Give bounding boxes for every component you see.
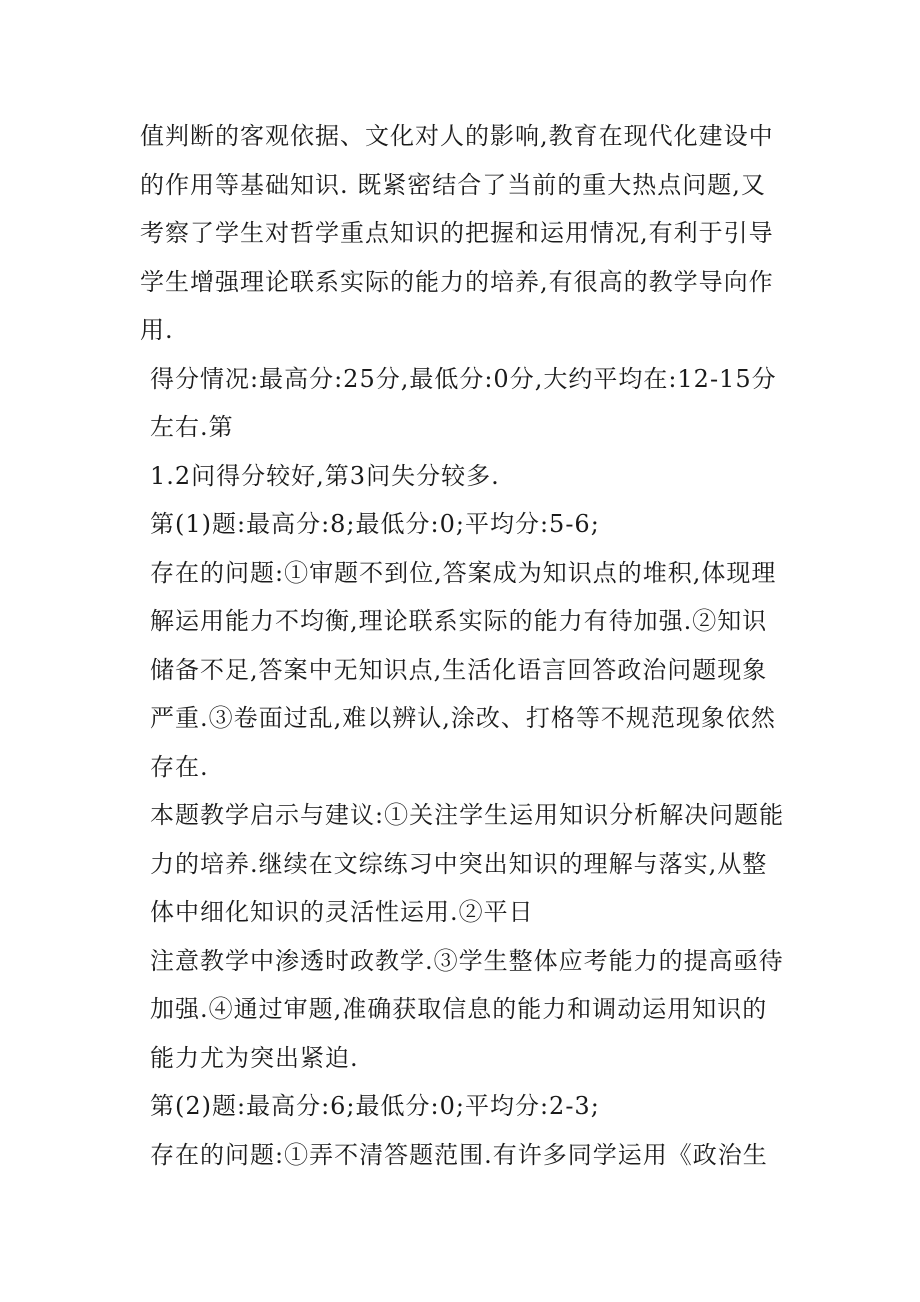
document-body (140, 112, 785, 1179)
paragraph-q2-scores: 第(2)题:最高分:6;最低分:0;平均分:2-3; (150, 1092, 600, 1120)
paragraph-intro-continuation: 值判断的客观依据、文化对人的影响,教育在现代化建设中的作用等基础知识. 既紧密结合了当前的重大热点问题,又考察了学生对哲学重点知识的把握和运用情况,有利于引导学生增强理论联系实际的能力的培养,有很高的教学导向作用. (140, 122, 774, 344)
paragraph-teaching-suggestions: 本题教学启示与建议:①关注学生运用知识分析解决问题能力的培养.继续在文综练习中突出知识的理解与落实,从整体中细化知识的灵活性运用.②平日 (150, 801, 785, 926)
paragraph-score-summary: 得分情况:最高分:25分,最低分:0分,大约平均在:12-15分左右.第 (150, 364, 777, 441)
paragraph-question-overview: 1.2问得分较好,第3问失分较多. (150, 461, 500, 490)
paragraph-q1-scores: 第(1)题:最高分:8;最低分:0;平均分:5-6; (150, 510, 600, 538)
paragraph-teaching-suggestions-cont: 注意教学中渗透时政教学.③学生整体应考能力的提高亟待加强.④通过审题,准确获取信息的能力和调动运用知识的能力尤为突出紧迫. (150, 946, 784, 1072)
paragraph-q2-problems: 存在的问题:①弄不清答题范围.有许多同学运用《政治生 (150, 1140, 768, 1169)
paragraph-q1-problems: 存在的问题:①审题不到位,答案成为知识点的堆积,体现理解运用能力不均衡,理论联系实际的能力有待加强.②知识储备不足,答案中无知识点,生活化语言回答政治问题现象严重.③卷面过乱,难以辨认,涂改、打格等不规范现象依然存在. (150, 558, 777, 781)
